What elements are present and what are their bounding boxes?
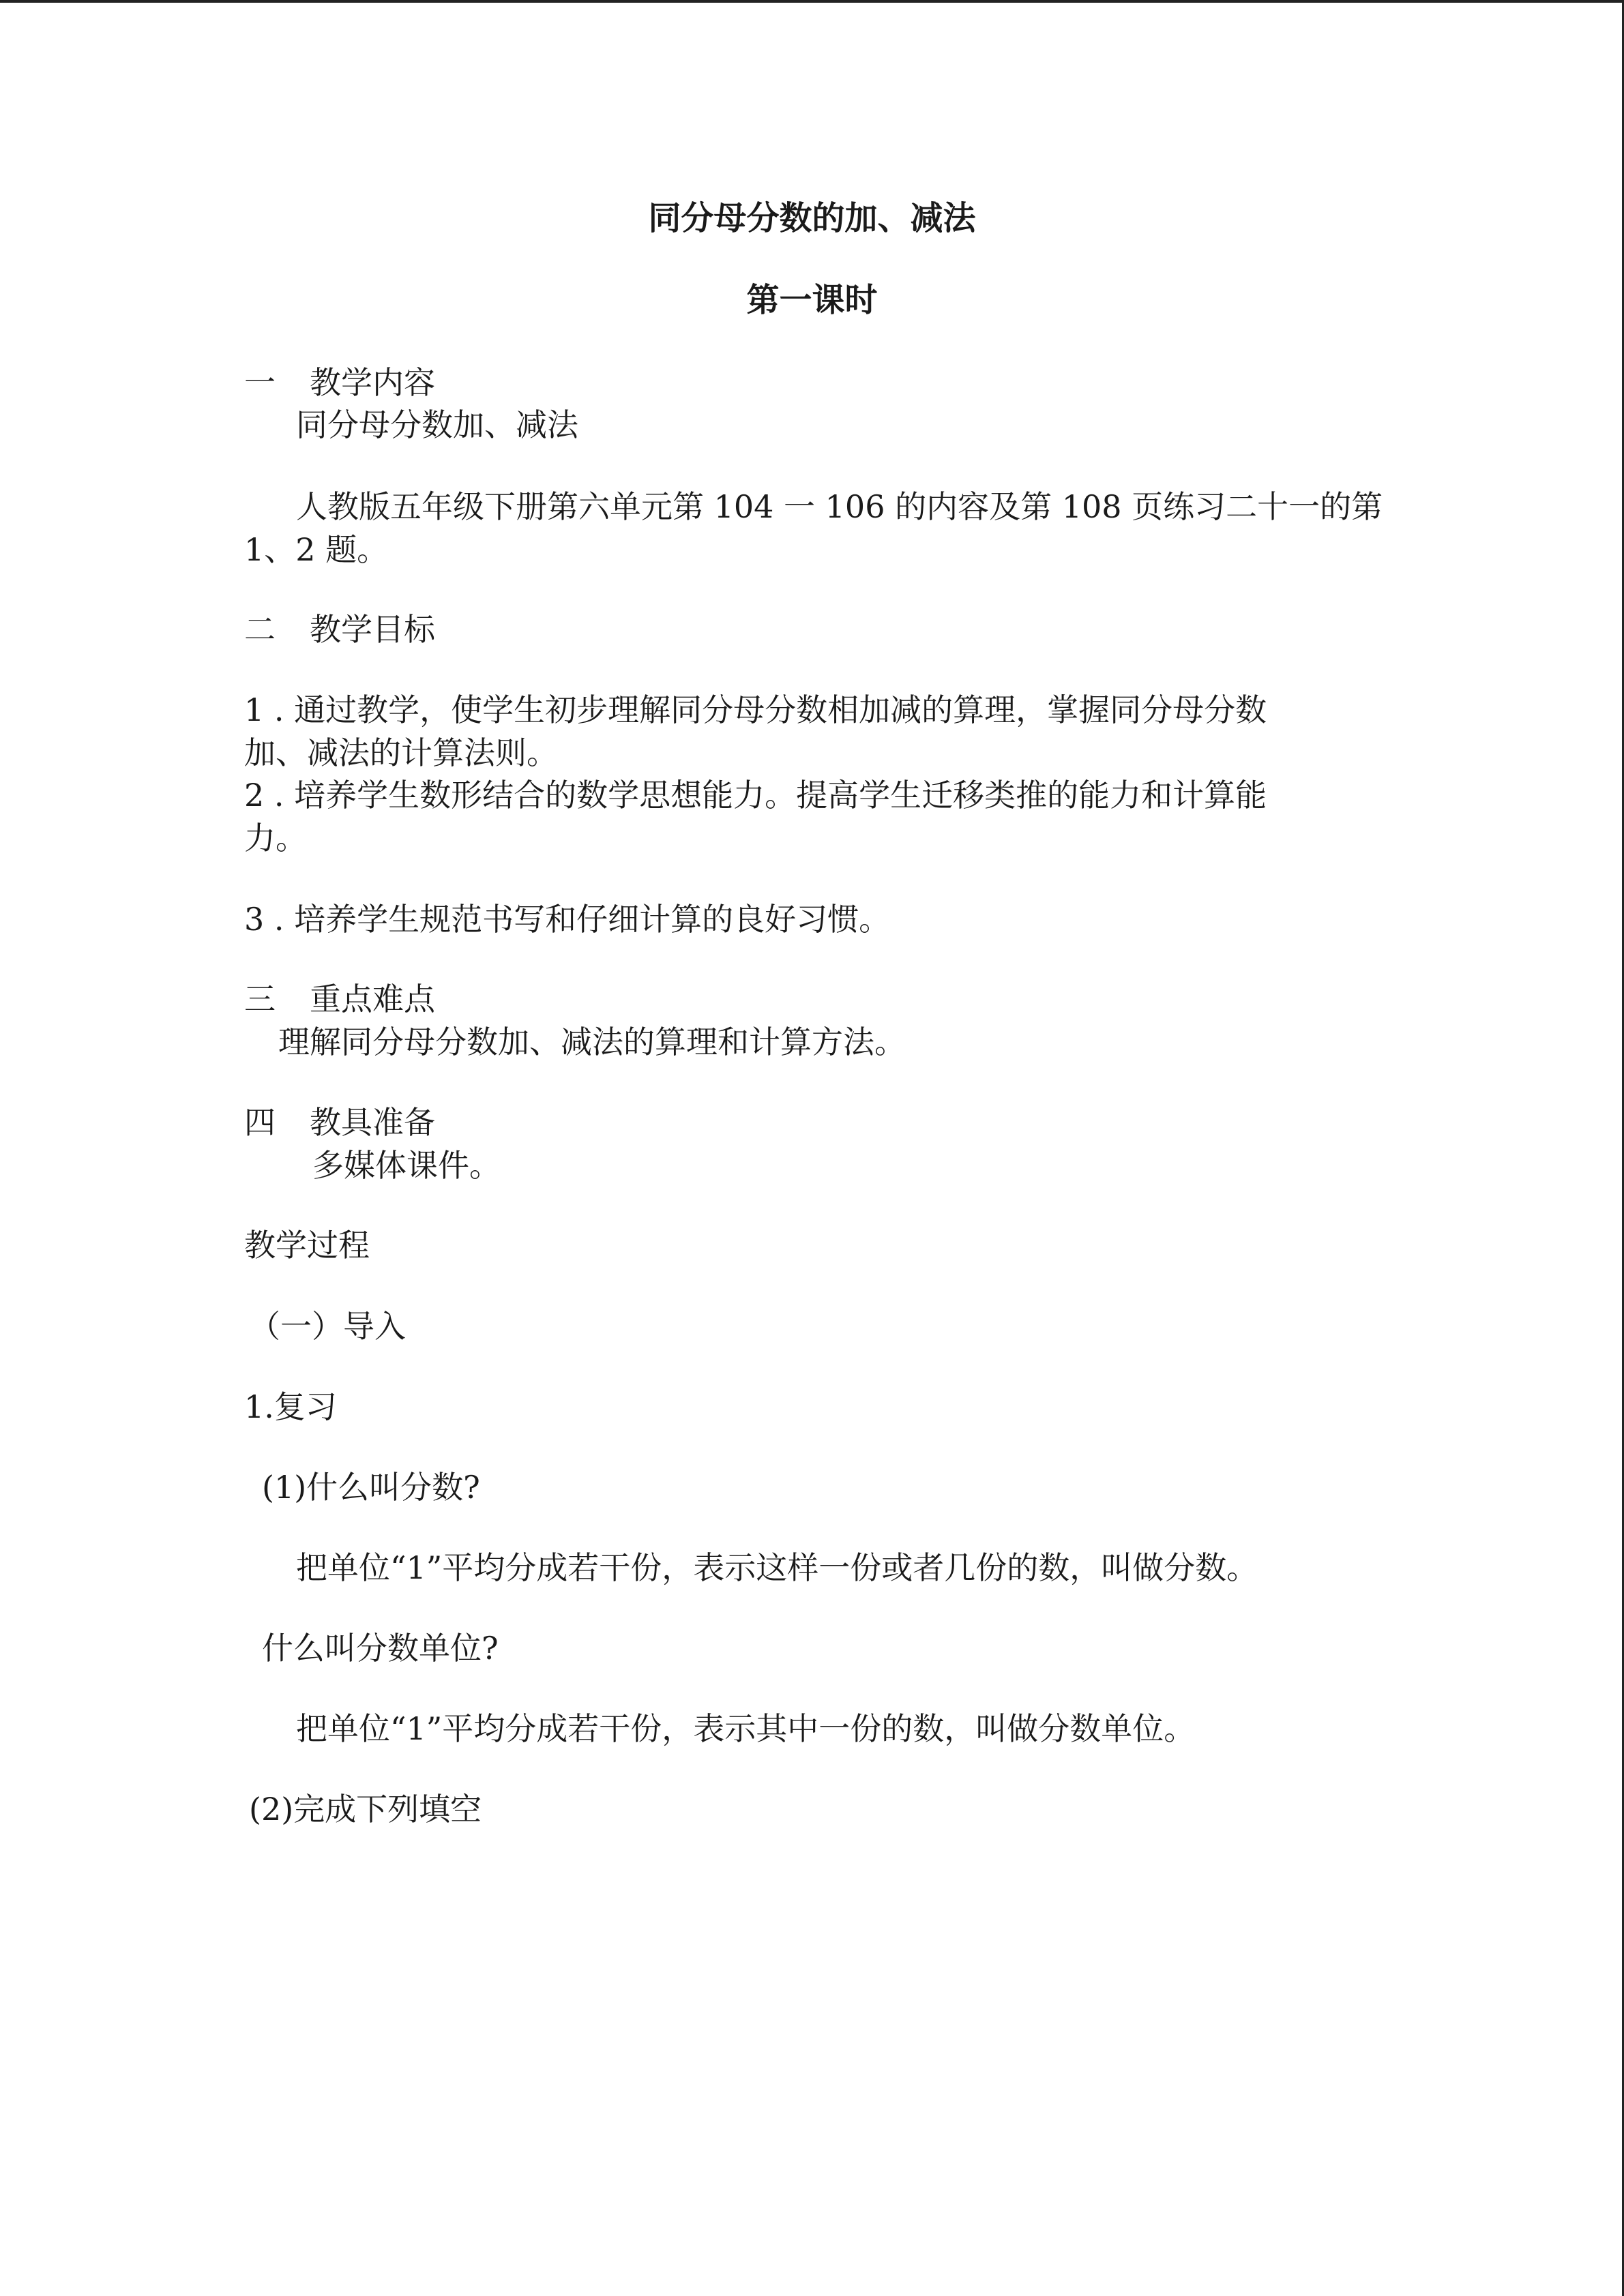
goal-1-line-b: 加、减法的计算法则。 bbox=[244, 734, 558, 771]
goal-3: 3 . 培养学生规范书写和仔细计算的良好习惯。 bbox=[244, 901, 891, 938]
materials-line-1: 多媒体课件。 bbox=[312, 1147, 501, 1184]
process-part-1: （一）导入 bbox=[249, 1308, 406, 1345]
question-3: (2)完成下列填空 bbox=[249, 1791, 482, 1828]
section-title: 教学目标 bbox=[310, 611, 435, 648]
document-subtitle: 第一课时 bbox=[746, 281, 878, 319]
content-line-3: 1、2 题。 bbox=[244, 531, 389, 568]
goal-1-line-a: 1 . 通过教学，使学生初步理解同分母分数相加减的算理，掌握同分母分数 bbox=[244, 691, 1267, 728]
section-number: 一 bbox=[244, 364, 276, 401]
section-title: 重点难点 bbox=[310, 981, 435, 1017]
section-number: 二 bbox=[244, 611, 276, 648]
section-heading-key-points bbox=[244, 979, 435, 1019]
key-points-line-1: 理解同分母分数加、减法的算理和计算方法。 bbox=[278, 1024, 906, 1060]
review-heading: 1.复习 bbox=[244, 1388, 337, 1425]
section-title: 教学内容 bbox=[310, 364, 435, 401]
section-title: 教具准备 bbox=[310, 1104, 435, 1141]
goal-2-line-a: 2 . 培养学生数形结合的数学思想能力。提高学生迁移类推的能力和计算能 bbox=[244, 777, 1267, 814]
section-heading-content bbox=[244, 362, 435, 403]
goal-2-line-b: 力。 bbox=[244, 820, 307, 856]
answer-2: 把单位“1”平均分成若干份，表示其中一份的数，叫做分数单位。 bbox=[296, 1710, 1196, 1747]
section-number: 四 bbox=[244, 1104, 276, 1141]
section-heading-goals bbox=[244, 609, 435, 650]
content-line-1: 同分母分数加、减法 bbox=[296, 406, 578, 443]
section-number: 三 bbox=[244, 981, 276, 1017]
question-2: 什么叫分数单位? bbox=[262, 1630, 499, 1667]
content-line-2: 人教版五年级下册第六单元第 104 一 106 的内容及第 108 页练习二十一的第 bbox=[296, 488, 1383, 525]
document-title: 同分母分数的加、减法 bbox=[648, 199, 976, 237]
process-heading: 教学过程 bbox=[244, 1227, 370, 1264]
answer-1: 把单位“1”平均分成若干份，表示这样一份或者几份的数，叫做分数。 bbox=[296, 1549, 1258, 1586]
question-1: (1)什么叫分数? bbox=[262, 1469, 480, 1506]
section-heading-materials bbox=[244, 1102, 435, 1143]
